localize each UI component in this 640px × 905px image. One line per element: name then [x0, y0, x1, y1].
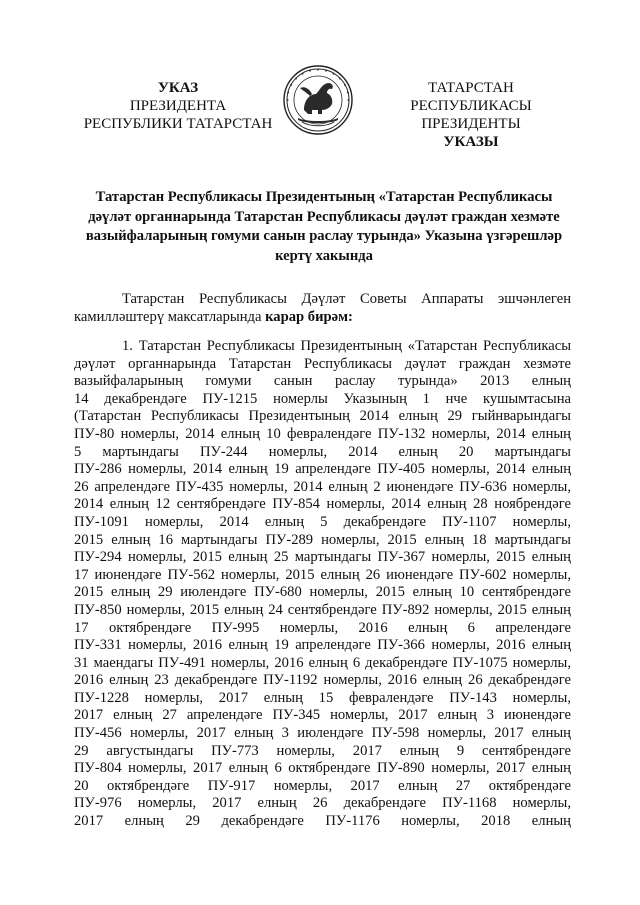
body-line: 17 июнендәге ПУ-562 номерлы, 2015 елның 26 июнендәге ПУ-602 номерлы, [74, 566, 571, 583]
body-line: ПУ-294 номерлы, 2015 елның 25 мартындагы ПУ-367 номерлы, 2015 елның [74, 549, 571, 566]
body-line: ПУ-976 номерлы, 2017 елның 26 декабрендәге ПУ-1168 номерлы, [74, 795, 571, 812]
header-left-line-2: ПРЕЗИДЕНТА [129, 98, 227, 114]
intro-line-1: Татарстан Республикасы Дәүләт Советы Аппараты эшчәнлеген [122, 291, 571, 307]
body-line: 29 августындагы ПУ-773 номерлы, 2017 елның 9 сентябрендәге [74, 742, 571, 759]
body-line: 31 маендагы ПУ-491 номерлы, 2016 елның 6 декабрендәге ПУ-1075 номерлы, [74, 654, 571, 671]
header-right-line-1: ТАТАРСТАН РЕСПУБЛИКАСЫ [410, 80, 532, 114]
body-line: 2017 елның 27 апрелендәге ПУ-345 номерлы, 2017 елның 3 июнендәге [74, 707, 571, 724]
body-line: 2016 елның 23 декабрендәге ПУ-1192 номерлы, 2016 елның 26 декабрендәге [74, 672, 571, 689]
title-line: кертү хакында [275, 247, 373, 264]
body-line: 2015 елның 29 июлендәге ПУ-680 номерлы, 2015 елның 10 сентябрендәге [74, 584, 571, 601]
body-line: ПУ-80 номерлы, 2014 елның 10 февралендәге ПУ-132 номерлы, 2014 елның [74, 425, 571, 442]
title-line: вазыйфаларының гомуми санын раслау турында» Указына үзгәрешләр [85, 228, 563, 245]
body-line: 20 октябрендәге ПУ-917 номерлы, 2017 елның 27 октябрендәге [74, 777, 571, 794]
body-line: 14 декабрендәге ПУ-1215 номерлы Указының 1 нче кушымтасына [74, 390, 571, 407]
title-line: дәүләт органнарында Татарстан Республикасы дәүләт граждан хезмәте [88, 208, 560, 225]
header-left-line-3: РЕСПУБЛИКИ ТАТАРСТАН [83, 116, 273, 132]
body-line: 2017 елның 29 декабрендәге ПУ-1176 номерлы, 2018 елның [74, 813, 571, 830]
body-paragraph-1 [74, 338, 571, 831]
intro-line-2 [74, 309, 571, 327]
body-line: ПУ-804 номерлы, 2017 елның 6 октябрендәге ПУ-890 номерлы, 2017 елның [74, 760, 571, 777]
body-line: ПУ-1228 номерлы, 2017 елның 15 февралендәге ПУ-143 номерлы, [74, 689, 571, 706]
body-line: 17 октябрендәге ПУ-995 номерлы, 2016 елның 6 апрелендәге [74, 619, 571, 636]
body-line: 5 мартындагы ПУ-244 номерлы, 2014 елның 20 мартындагы [74, 443, 571, 460]
body-line: ПУ-1091 номерлы, 2014 елның 5 декабрендәге ПУ-1107 номерлы, [74, 513, 571, 530]
title-line: Татарстан Республикасы Президентының «Татарстан Республикасы [95, 189, 553, 205]
intro-line-2-text: камилләштерү максатларында [74, 308, 266, 325]
header-right-tatar [366, 79, 576, 151]
body-line: ПУ-331 номерлы, 2016 елның 19 апрелендәге ПУ-366 номерлы, 2016 елның [74, 637, 571, 654]
tatarstan-coat-of-arms-icon [282, 64, 354, 136]
body-line: (Татарстан Республикасы Президентының 2014 елның 29 гыйнварындагы [74, 408, 571, 425]
header-right-line-3: УКАЗЫ [443, 134, 499, 150]
body-line: 26 апрелендәге ПУ-435 номерлы, 2014 елның 2 июнендәге ПУ-636 номерлы, [74, 478, 571, 495]
intro-paragraph [74, 291, 571, 326]
body-line: дәүләт органнарында Татарстан Республикасы дәүләт граждан хезмәте [74, 355, 571, 372]
header-left-line-1: УКАЗ [157, 80, 199, 96]
header-right-line-2: ПРЕЗИДЕНТЫ [421, 116, 521, 132]
intro-decree-phrase: карар бирәм: [265, 308, 353, 325]
body-line: вазыйфаларының гомуми санын раслау турында» 2013 елның [74, 373, 571, 390]
body-line: ПУ-456 номерлы, 2017 елның 3 июлендәге ПУ-598 номерлы, 2017 елның [74, 725, 571, 742]
document-title [74, 188, 574, 266]
body-line: 2014 елның 12 сентябрендәге ПУ-854 номерлы, 2014 елның 28 ноябрендәге [74, 496, 571, 513]
body-line: ПУ-286 номерлы, 2014 елның 19 апрелендәге ПУ-405 номерлы, 2014 елның [74, 461, 571, 478]
header-left-russian [78, 79, 278, 133]
body-line: ПУ-850 номерлы, 2015 елның 24 сентябрендәге ПУ-892 номерлы, 2015 елның [74, 601, 571, 618]
body-line: 2015 елның 16 мартындагы ПУ-289 номерлы, 2015 елның 18 мартындагы [74, 531, 571, 548]
body-line: 1. Татарстан Республикасы Президентының «Татарстан Республикасы [122, 338, 571, 354]
